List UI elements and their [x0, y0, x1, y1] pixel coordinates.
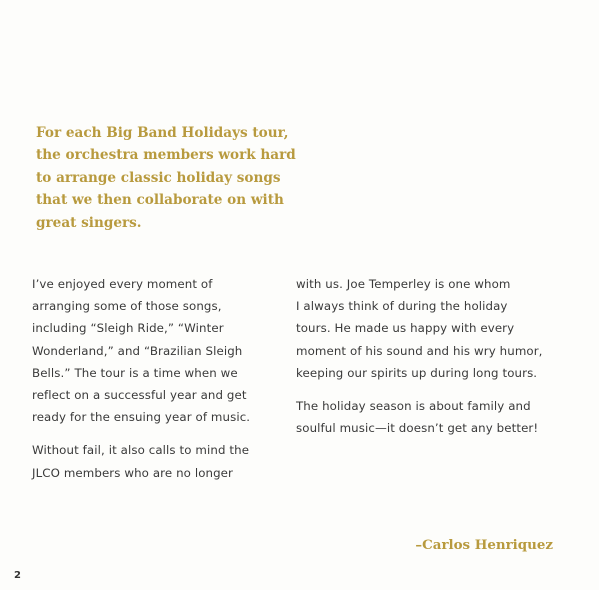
text-line: moment of his sound and his wry humor, [296, 343, 543, 358]
text-line: ready for the ensuing year of music. [32, 410, 251, 425]
text-line: tours. He made us happy with every [296, 321, 515, 336]
text-line: soulful music—it doesn’t get any better! [296, 421, 539, 436]
paragraph [32, 273, 282, 428]
text-line: Without fail, it also calls to mind the [32, 443, 250, 458]
page-number: 2 [14, 570, 21, 581]
pull-quote-line: great singers. [36, 214, 142, 231]
text-line: keeping our spirits up during long tours. [296, 365, 538, 380]
text-line: reflect on a successful year and get [32, 388, 247, 403]
pull-quote-line: the orchestra members work hard [36, 147, 296, 164]
text-line: arranging some of those songs, [32, 299, 222, 314]
pull-quote-line: For each Big Band Holidays tour, [36, 125, 289, 141]
left-text-column [32, 273, 282, 495]
author-signature: –Carlos Henriquez [415, 537, 553, 553]
text-line: including “Sleigh Ride,” “Winter [32, 321, 224, 336]
pull-quote [36, 122, 336, 234]
text-line: Bells.” The tour is a time when we [32, 365, 238, 380]
paragraph [296, 273, 566, 384]
text-line: JLCO members who are no longer [32, 465, 233, 480]
text-line: I’ve enjoyed every moment of [32, 277, 213, 291]
text-line: with us. Joe Temperley is one whom [296, 277, 511, 291]
paragraph [32, 439, 282, 483]
pull-quote-line: that we then collaborate on with [36, 192, 284, 209]
paragraph [296, 395, 566, 439]
right-text-column [296, 273, 566, 450]
text-line: Wonderland,” and “Brazilian Sleigh [32, 343, 243, 358]
text-line: I always think of during the holiday [296, 299, 508, 314]
text-line: The holiday season is about family and [296, 399, 531, 414]
pull-quote-line: to arrange classic holiday songs [36, 169, 281, 186]
